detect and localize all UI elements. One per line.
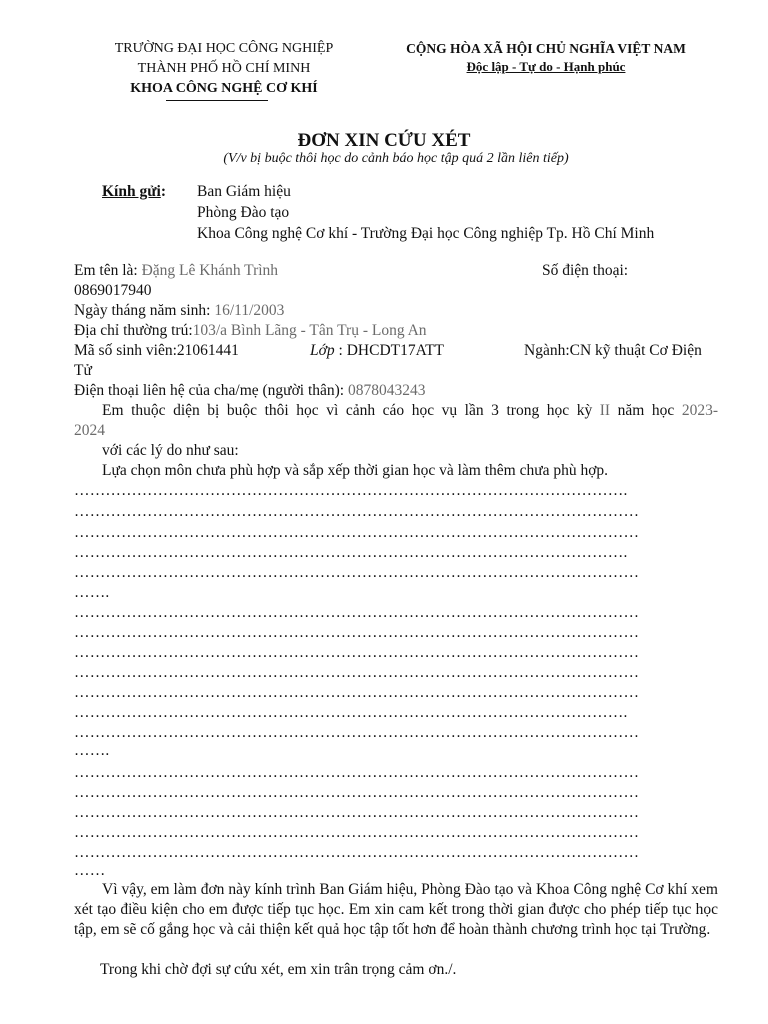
dotted-line: …………………………………………………………………………………………….: [74, 704, 628, 721]
recipient-item: Phòng Đào tạo: [197, 204, 290, 221]
dotted-line: ………………………………………………………………………………………………: [74, 824, 640, 841]
school-year-b: 2024: [74, 422, 105, 439]
dob-label: Ngày tháng năm sinh:: [74, 302, 215, 319]
dotted-line: …….: [74, 742, 110, 759]
school-name-line1: TRƯỜNG ĐẠI HỌC CÔNG NGHIỆP: [114, 41, 334, 56]
dotted-line: ………………………………………………………………………………………………: [74, 764, 640, 781]
country-name: CỘNG HÒA XÃ HỘI CHỦ NGHĨA VIỆT NAM: [406, 41, 686, 56]
dotted-line: ………………………………………………………………………………………………: [74, 664, 640, 681]
dotted-line: ………………………………………………………………………………………………: [74, 784, 640, 801]
dob-line: [74, 301, 718, 321]
school-name-line2: THÀNH PHỐ HỒ CHÍ MINH: [137, 61, 311, 76]
class-value: : DHCDT17ATT: [334, 342, 445, 359]
name-label: Em tên là:: [74, 262, 142, 279]
motto: Độc lập - Tự do - Hạnh phúc: [466, 59, 626, 74]
recipients-colon: :: [160, 183, 167, 200]
student-name: Đặng Lê Khánh Trình: [141, 262, 279, 279]
dotted-line: ………………………………………………………………………………………………: [74, 804, 640, 821]
reason-intro: [74, 401, 718, 421]
school-year-a: 2023-: [681, 402, 718, 419]
dotted-line: ………………………………………………………………………………………………: [74, 644, 640, 661]
address-line: [74, 321, 718, 341]
dotted-line: ………………………………………………………………………………………………: [74, 844, 640, 861]
recipients-label: Kính gửi: [102, 183, 161, 200]
reason-intro-a: Em thuộc diện bị buộc thôi học vì cảnh cáo học vụ lần 3 trong học kỳ: [102, 402, 600, 419]
dotted-line: ………………………………………………………………………………………………: [74, 684, 640, 701]
parent-phone-line: [74, 381, 718, 401]
parent-phone-value: 0878043243: [347, 382, 426, 399]
dotted-line: ………………………………………………………………………………………………: [74, 624, 640, 641]
thanks-line: Trong khi chờ đợi sự cứu xét, em xin trân trọng cảm ơn./.: [100, 961, 457, 978]
recipients-label-wrap: [102, 183, 166, 201]
reason-intro-b: năm học: [610, 402, 682, 419]
address-label: Địa chỉ thường trú:: [74, 322, 193, 339]
recipient-item: Ban Giám hiệu: [197, 183, 291, 200]
document-title: ĐƠN XIN CỨU XÉT: [297, 130, 471, 151]
dotted-line: …….: [74, 584, 110, 601]
dob-value: 16/11/2003: [214, 302, 285, 319]
recipient-item: Khoa Công nghệ Cơ khí - Trường Đại học Công nghiệp Tp. Hồ Chí Minh: [197, 225, 655, 242]
parent-phone-label: Điện thoại liên hệ của cha/mẹ (người thân):: [74, 382, 348, 399]
dotted-line: ………………………………………………………………………………………………: [74, 604, 640, 621]
reasons-label: với các lý do như sau:: [102, 442, 239, 459]
class-label: Lớp: [310, 342, 335, 359]
phone-label: Số điện thoại:: [542, 262, 629, 279]
dotted-line: …………………………………………………………………………………………….: [74, 482, 628, 499]
phone-value: 0869017940: [74, 282, 152, 299]
faculty-name: KHOA CÔNG NGHỆ CƠ KHÍ: [130, 81, 318, 96]
major-continued: Tử: [74, 362, 92, 379]
dotted-line: ………………………………………………………………………………………………: [74, 503, 640, 520]
faculty-underline: [166, 100, 268, 101]
dotted-line: ………………………………………………………………………………………………: [74, 564, 640, 581]
closing-paragraph: Vì vậy, em làm đơn này kính trình Ban Giám hiệu, Phòng Đào tạo và Khoa Công nghệ Cơ khí xem xét tạo điều kiện cho em được tiếp tục học. Em xin cam kết trong thời gian được cho phép tiếp tục học tập, em sẽ cố gắng học và cải thiện kết quả học tập tốt hơn để hoàn thành chương trình học tại Trường.: [74, 881, 718, 938]
major-info: Ngành:CN kỹ thuật Cơ Điện: [524, 342, 702, 359]
dotted-line: ………………………………………………………………………………………………: [74, 524, 640, 541]
reason-text: Lựa chọn môn chưa phù hợp và sắp xếp thời gian học và làm thêm chưa phù hợp.: [102, 462, 609, 479]
document-subtitle: (V/v bị buộc thôi học do cảnh báo học tập quá 2 lần liên tiếp): [223, 151, 569, 166]
dotted-line: ………………………………………………………………………………………………: [74, 724, 640, 741]
dotted-line: ……: [74, 862, 106, 879]
class-info: [310, 341, 444, 361]
semester: II: [599, 402, 611, 419]
address-value: 103/a Bình Lãng - Tân Trụ - Long An: [192, 322, 427, 339]
student-id: Mã số sinh viên:21061441: [74, 342, 239, 359]
dotted-line: …………………………………………………………………………………………….: [74, 544, 628, 561]
